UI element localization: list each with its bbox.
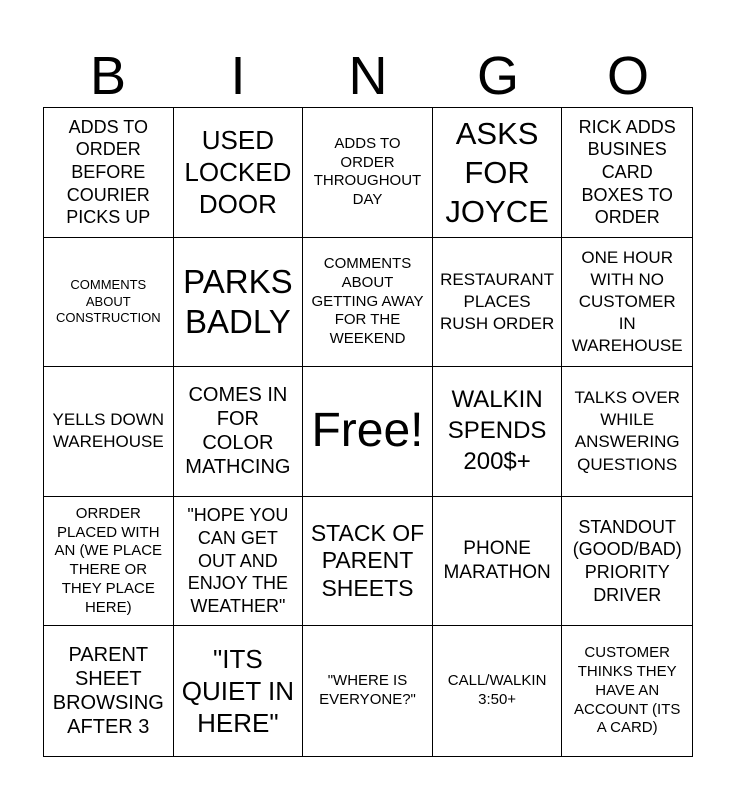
bingo-header — [43, 44, 693, 108]
bingo-cell-r4c2[interactable] — [174, 497, 304, 627]
bingo-cell-r1c1[interactable] — [44, 108, 174, 238]
bingo-cell-text: TALKS OVER WHILE ANSWERING QUESTIONS — [574, 388, 680, 474]
bingo-cell-text: STACK OF PARENT SHEETS — [310, 519, 425, 601]
bingo-cell-r3c1[interactable] — [44, 367, 174, 497]
bingo-cell-text: RESTAURANT PLACES RUSH ORDER — [439, 269, 555, 333]
bingo-cell-r3c2[interactable] — [174, 367, 304, 497]
bingo-cell-r4c3[interactable] — [303, 497, 433, 627]
bingo-cell-free[interactable] — [303, 367, 433, 497]
bingo-cell-text: ADDS TO ORDER BEFORE COURIER PICKS UP — [66, 116, 151, 228]
bingo-cell-r1c5[interactable] — [562, 108, 692, 238]
bingo-cell-text: STANDOUT (GOOD/BAD) PRIORITY DRIVER — [572, 516, 682, 605]
bingo-cell-text: "HOPE YOU CAN GET OUT AND ENJOY THE WEATHER" — [187, 505, 289, 617]
bingo-cell-r2c4[interactable] — [433, 238, 563, 368]
bingo-cell-r5c5[interactable] — [562, 626, 692, 756]
bingo-cell-r1c4[interactable] — [433, 108, 563, 238]
bingo-cell-text: ADDS TO ORDER THROUGHOUT DAY — [313, 134, 422, 209]
bingo-cell-r4c1[interactable] — [44, 497, 174, 627]
bingo-cell-r2c2[interactable] — [174, 238, 304, 368]
bingo-cell-r2c1[interactable] — [44, 238, 174, 368]
bingo-cell-text: PARKS BADLY — [183, 263, 293, 340]
bingo-board — [43, 107, 693, 757]
bingo-cell-r5c3[interactable] — [303, 626, 433, 756]
bingo-cell-text: COMMENTS ABOUT CONSTRUCTION — [55, 276, 161, 326]
bingo-cell-text: WALKIN SPENDS 200$+ — [447, 386, 547, 475]
header-letter-g: G — [476, 46, 519, 106]
bingo-cell-text: USED LOCKED DOOR — [184, 124, 292, 220]
bingo-cell-text: PHONE MARATHON — [443, 537, 551, 584]
bingo-cell-text: PARENT SHEET BROWSING AFTER 3 — [52, 644, 164, 739]
bingo-cell-text: ORRDER PLACED WITH AN (WE PLACE THERE OR THEY PLACE HERE) — [54, 504, 163, 616]
bingo-cell-r2c3[interactable] — [303, 238, 433, 368]
bingo-cell-r4c5[interactable] — [562, 497, 692, 627]
bingo-cell-r3c5[interactable] — [562, 367, 692, 497]
bingo-cell-text: CUSTOMER THINKS THEY HAVE AN ACCOUNT (ITS A CARD) — [573, 644, 681, 737]
free-space-text: Free! — [311, 404, 424, 458]
bingo-cell-r3c4[interactable] — [433, 367, 563, 497]
bingo-cell-text: "ITS QUIET IN HERE" — [181, 643, 294, 739]
bingo-cell-r5c1[interactable] — [44, 626, 174, 756]
bingo-cell-text: ONE HOUR WITH NO CUSTOMER IN WAREHOUSE — [571, 247, 683, 356]
header-letter-b: B — [89, 46, 127, 106]
header-letter-o: O — [606, 46, 649, 106]
bingo-cell-text: "WHERE IS EVERYONE?" — [319, 672, 416, 709]
bingo-cell-text: COMES IN FOR COLOR MATHCING — [185, 384, 291, 479]
bingo-cell-text: COMMENTS ABOUT GETTING AWAY FOR THE WEEKEND — [311, 255, 424, 348]
bingo-cell-r1c2[interactable] — [174, 108, 304, 238]
bingo-cell-r5c4[interactable] — [433, 626, 563, 756]
header-letter-n: N — [348, 46, 388, 106]
bingo-cell-r4c4[interactable] — [433, 497, 563, 627]
bingo-cell-r1c3[interactable] — [303, 108, 433, 238]
bingo-cell-text: RICK ADDS BUSINES CARD BOXES TO ORDER — [578, 116, 676, 228]
bingo-cell-text: CALL/WALKIN 3:50+ — [447, 672, 547, 709]
header-letter-i: I — [230, 46, 246, 106]
bingo-cell-text: ASKS FOR JOYCE — [445, 115, 549, 229]
bingo-cell-text: YELLS DOWN WAREHOUSE — [52, 410, 165, 452]
bingo-cell-r2c5[interactable] — [562, 238, 692, 368]
bingo-cell-r5c2[interactable] — [174, 626, 304, 756]
